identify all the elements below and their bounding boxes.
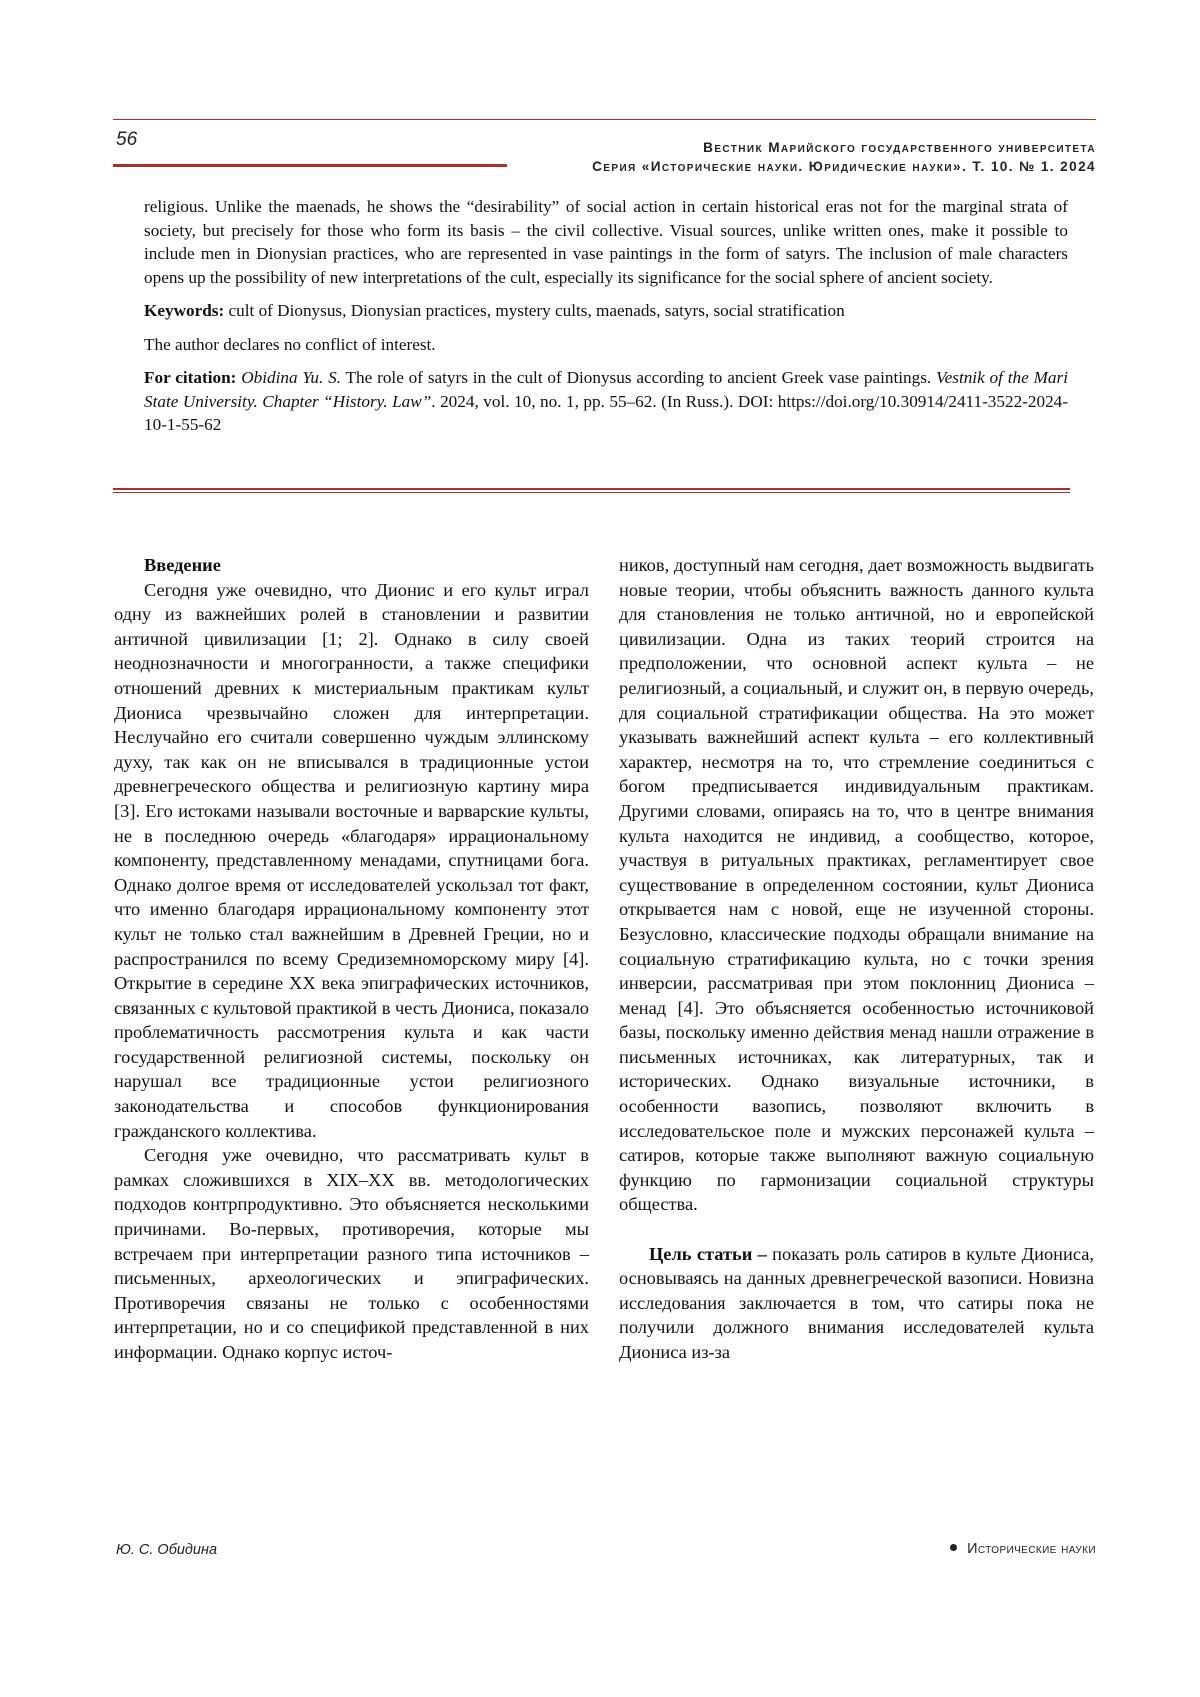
journal-title <box>592 138 1096 176</box>
paragraph: Сегодня уже очевидно, что Дионис и его культ играл одну из важнейших ролей в становлении и развитии античной цивилизации [1; 2]. Однако в силу своей неоднозначности и многогранности, а также специфики отношений древних к мистериальным практикам культ Диониса чрезвычайно сложен для интерпретации. Неслучайно его считали совершенно чуждым эллинскому духу, так как он не вписывался в традиционные устои древнегреческого общества и религиозную картину мира [3]. Его истоками называли восточные и варварские культы, не в последнюю очередь «благодаря» иррациональному компоненту, представленному менадами, спутницами бога. Однако долгое время от исследователей ускользал тот факт, что именно благодаря иррациональному компоненту этот культ не только стал важнейшим в Древней Греции, но и распространился по всему Средиземноморскому миру [4]. Открытие в середине XX века эпиграфических источников, связанных с культовой практикой в честь Диониса, показало проблематичность рассмотрения культа и как части государственной религиозной системы, поскольку он нарушал все традиционные устои религиозного законодательства и способов функционирования гражданского коллектива. <box>114 579 589 1141</box>
footer-author: Ю. С. Обидина <box>116 1542 218 1558</box>
conflict-statement: The author declares no conflict of interest. <box>144 334 436 354</box>
abstract-separator-thin <box>113 492 1070 493</box>
right-column <box>619 553 1094 1365</box>
bullet-icon <box>950 1544 957 1551</box>
citation-author: Obidina Yu. S. <box>241 368 341 387</box>
journal-title-line2: Серия «Исторические науки. Юридические науки». Т. 10. № 1. 2024 <box>592 159 1096 174</box>
keywords <box>144 299 1068 323</box>
footer-section <box>950 1541 1096 1557</box>
abstract-text: religious. Unlike the maenads, he shows the “desirability” of social action in certain historical eras not for the marginal strata of society, but precisely for those who form its basis – the civil collective. Visual sources, unlike written ones, make it possible to include men in Dionysian practices, who are represented in vase paintings in the form of satyrs. The inclusion of male characters opens up the possibility of new interpretations of the cult, especially its significance for the social sphere of ancient society. <box>144 197 1068 287</box>
citation-details: . 2024, vol. 10, no. 1, pp. 55–62. (In Russ.). DOI: https://doi.org/10.30914/2411-3522-2024-10-1-55-62 <box>144 391 1069 434</box>
section-title: Введение <box>144 555 221 575</box>
abstract-separator <box>113 488 1070 490</box>
paragraph: ников, доступный нам сегодня, дает возможность выдвигать новые теории, чтобы объяснить важность данного культа для становления не только античной, но и европейской цивилизации. Одна из таких теорий строится на предположении, что основной аспект культа – не религиозный, а социальный, и служит он, в первую очередь, для социальной стратификации общества. На это может указывать важнейший аспект культа – его коллективный характер, несмотря на то, что стремление соединиться с богом предписывается индивидуальным практикам. Другими словами, опираясь на то, что в центре внимания культа находится не индивид, а сообщество, которое, участвуя в ритуальных практиках, регламентирует свое существование в определенном состоянии, культ Диониса открывается нам с новой, еще не изученной стороны. Безусловно, классические подходы обращали внимание на социальную стратификацию культа, но с точки зрения инверсии, рассматривая при этом поклонниц Диониса – менад [4]. Это объясняется особенностью источниковой базы, поскольку именно действия менад нашли отражение в письменных источниках, как литературных, так и исторических. Однако визуальные источники, в особенности вазопись, позволяют включить в исследовательское поле и мужских персонажей культа – сатиров, которые также выполняют важную социальную функцию по гармонизации социальной структуры общества. <box>619 555 1094 1215</box>
keywords-list: cult of Dionysus, Dionysian practices, mystery cults, maenads, satyrs, social stratification <box>224 301 845 320</box>
goal-paragraph <box>619 1242 1094 1365</box>
header-rule <box>113 119 1096 120</box>
keywords-label: Keywords: <box>144 301 225 320</box>
goal-label: Цель статьи – <box>649 1243 767 1264</box>
header-accent-bar <box>113 164 507 167</box>
left-column <box>114 553 589 1365</box>
citation-label: For citation: <box>144 368 237 387</box>
citation-journal: Vestnik of the Mari State University. Chapter “History. Law” <box>144 368 1068 411</box>
paragraph: Сегодня уже очевидно, что рассматривать культ в рамках сложившихся в XIX–XX вв. методологических подходов контрпродуктивно. Это объясняется несколькими причинами. Во-первых, противоречия, которые мы встречаем при интерпретации разного типа источников – письменных, археологических и эпиграфических. Противоречия связаны не только с особенностями интерпретации, но и со спецификой представленной в них информации. Однако корпус источ- <box>114 1145 589 1362</box>
goal-text: показать роль сатиров в культе Диониса, основываясь на данных древнегреческой вазописи. Новизна исследования заключается в том, что сатиры пока не получили должного внимания исследователей культа Диониса из-за <box>619 1243 1094 1362</box>
abstract-block <box>144 195 1068 437</box>
citation <box>144 366 1068 437</box>
footer-section-label: Исторические науки <box>967 1541 1096 1557</box>
page-number: 56 <box>116 129 138 150</box>
citation-title: The role of satyrs in the cult of Dionysus according to ancient Greek vase paintings. <box>341 368 937 387</box>
journal-title-line1: Вестник Марийского государственного университета <box>703 140 1096 155</box>
